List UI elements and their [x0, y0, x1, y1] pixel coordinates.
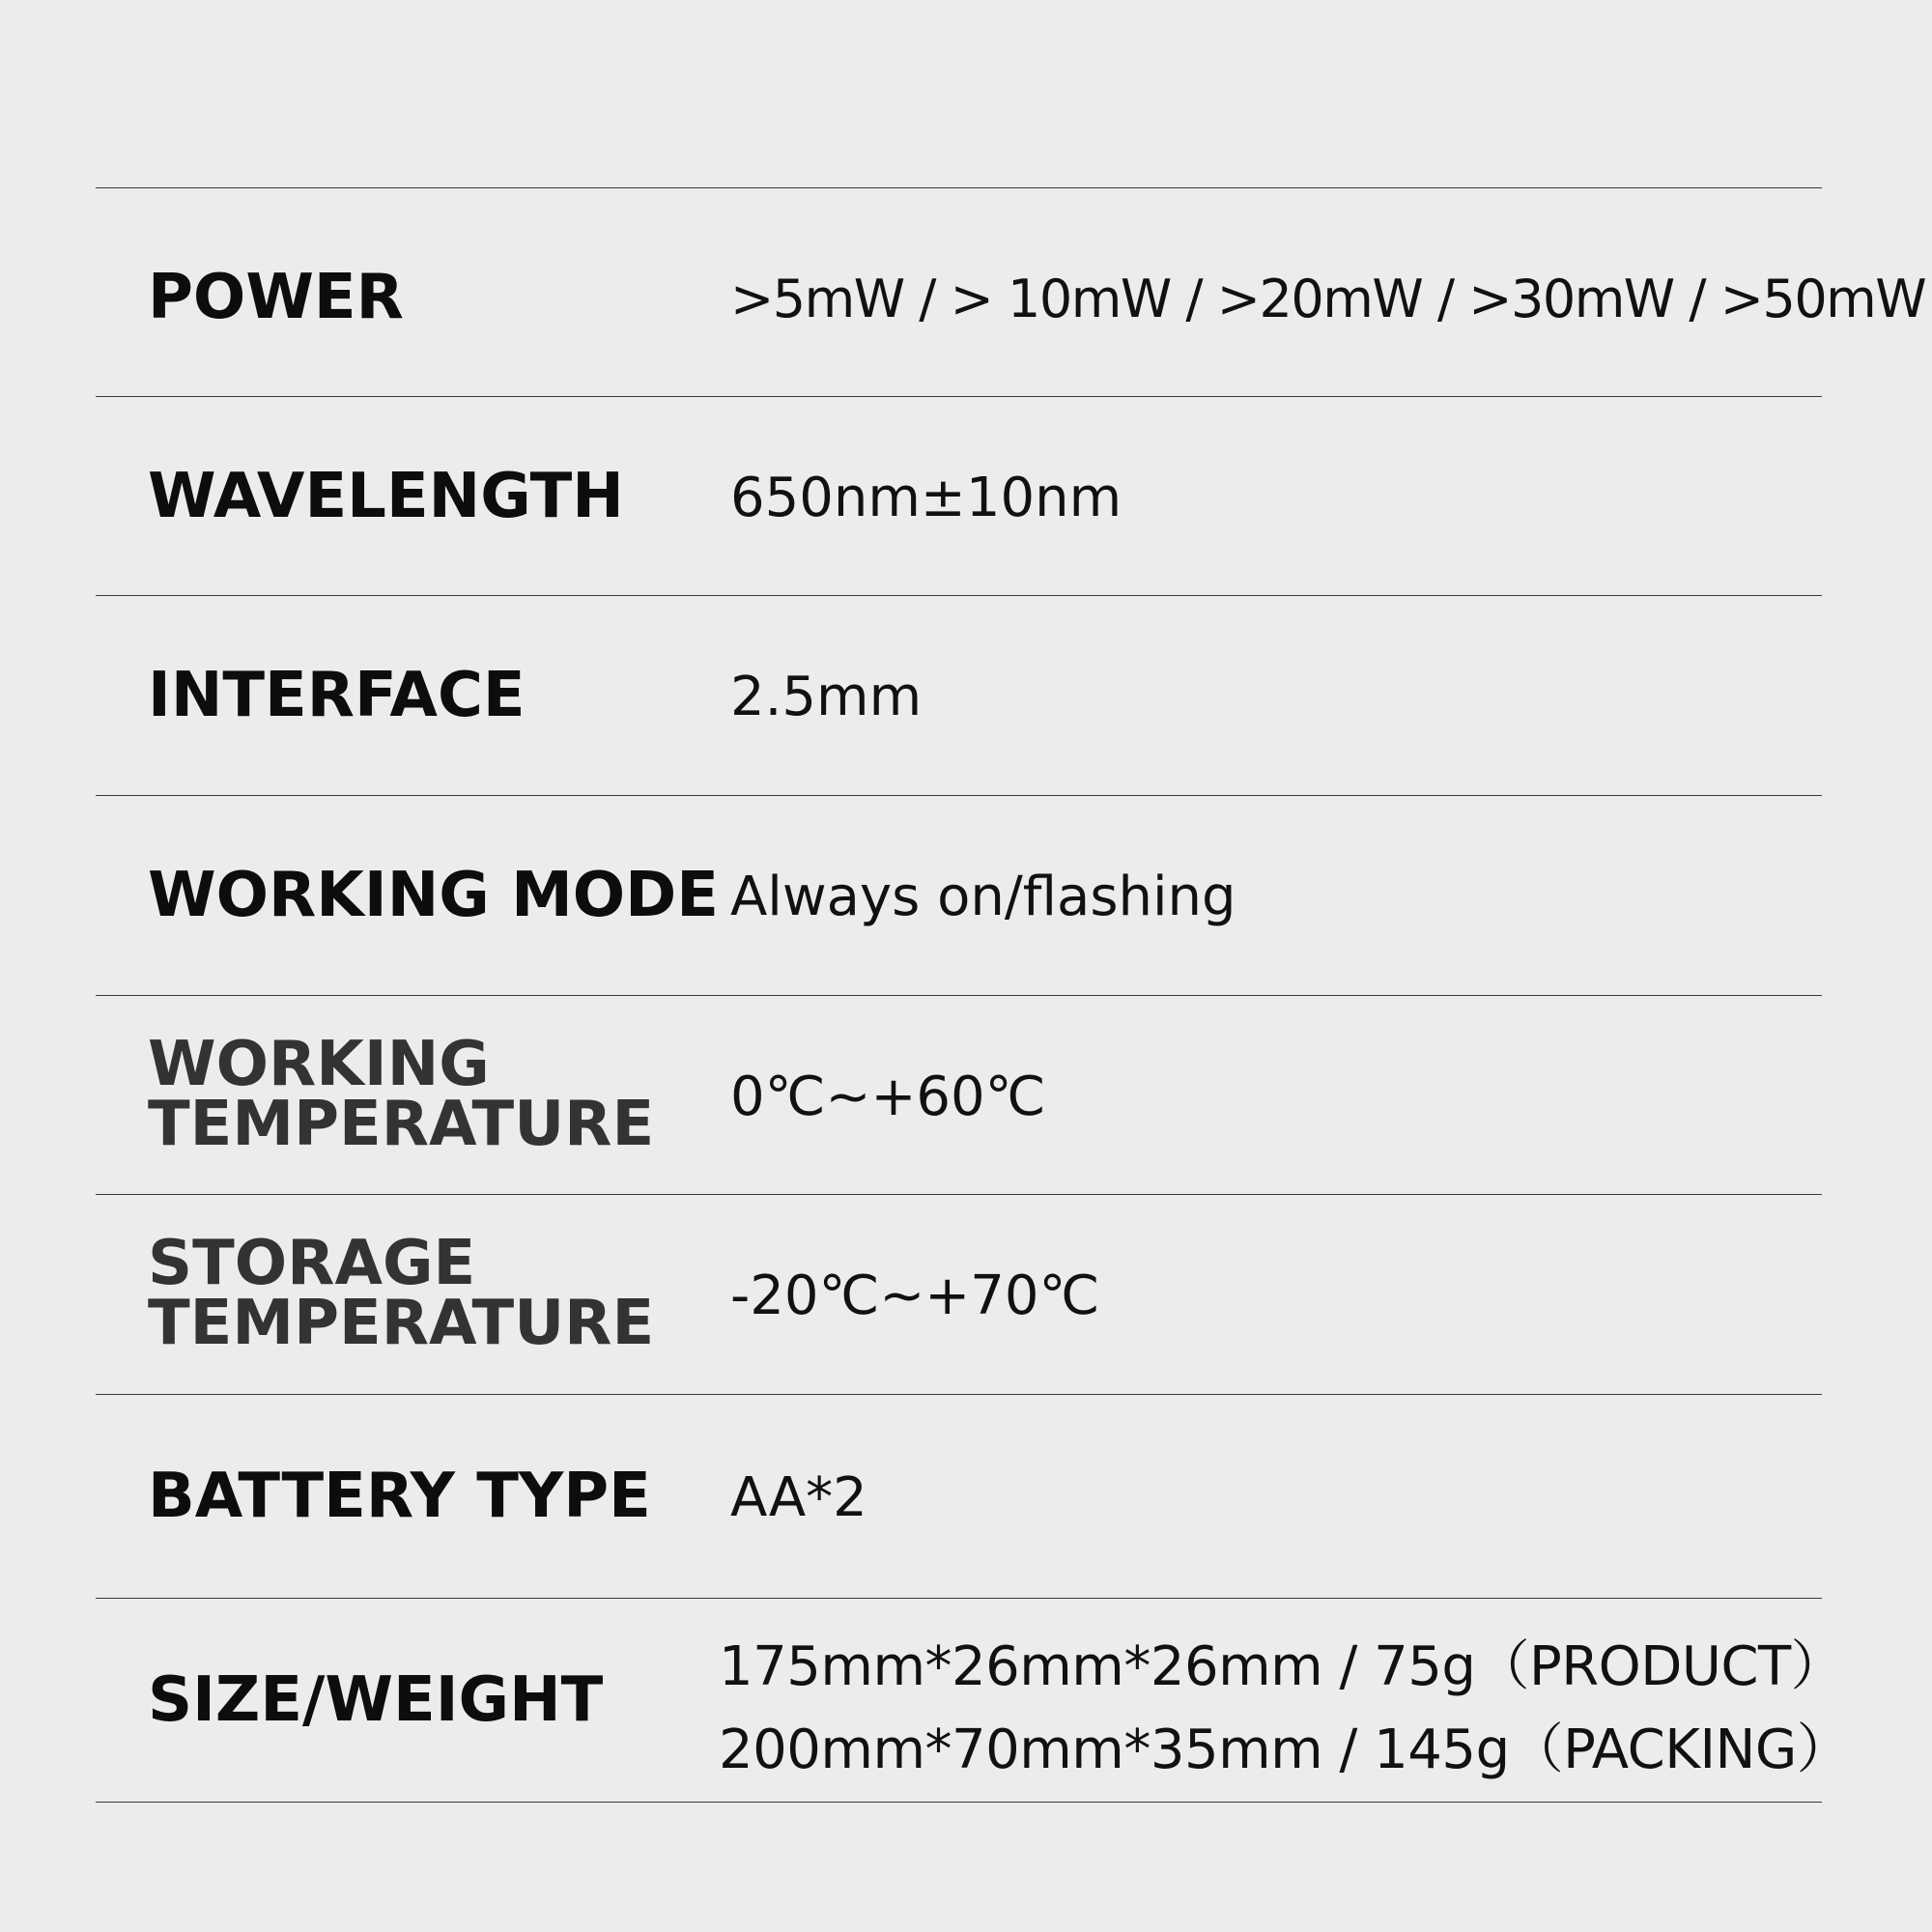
spec-label: SIZE/WEIGHT	[148, 1664, 604, 1736]
spec-row-interface	[96, 595, 1822, 796]
spec-label: WORKING MODE	[148, 860, 719, 931]
spec-row-working-mode	[96, 795, 1822, 996]
spec-value: -20℃~+70℃	[730, 1264, 1100, 1327]
spec-value: AA*2	[730, 1466, 867, 1529]
spec-value: 2.5mm	[730, 666, 923, 728]
spec-row-battery-type	[96, 1394, 1822, 1599]
spec-value: 175mm*26mm*26mm / 75g（PRODUCT） 200mm*70mm*35mm / 145g（PACKING）	[719, 1635, 1851, 1781]
spec-label: BATTERY TYPE	[148, 1461, 651, 1532]
spec-row-working-temperature	[96, 995, 1822, 1195]
spec-row-size-weight	[96, 1598, 1851, 1803]
spec-label: WORKING TEMPERATURE	[148, 1029, 655, 1160]
spec-label: INTERFACE	[148, 660, 526, 731]
spec-row-storage-temperature	[96, 1194, 1822, 1395]
spec-value: 0℃~+60℃	[730, 1065, 1046, 1128]
spec-label: POWER	[148, 262, 404, 333]
bottom-divider	[96, 1802, 1822, 1803]
spec-value: Always on/flashing	[730, 866, 1236, 928]
spec-value: 650nm±10nm	[730, 467, 1122, 529]
spec-row-power	[96, 187, 1926, 397]
spec-label: STORAGE TEMPERATURE	[148, 1228, 655, 1359]
spec-row-wavelength	[96, 396, 1822, 596]
spec-value: >5mW / > 10mW / >20mW / >30mW / >50mW	[730, 269, 1926, 329]
spec-label: WAVELENGTH	[148, 461, 624, 532]
